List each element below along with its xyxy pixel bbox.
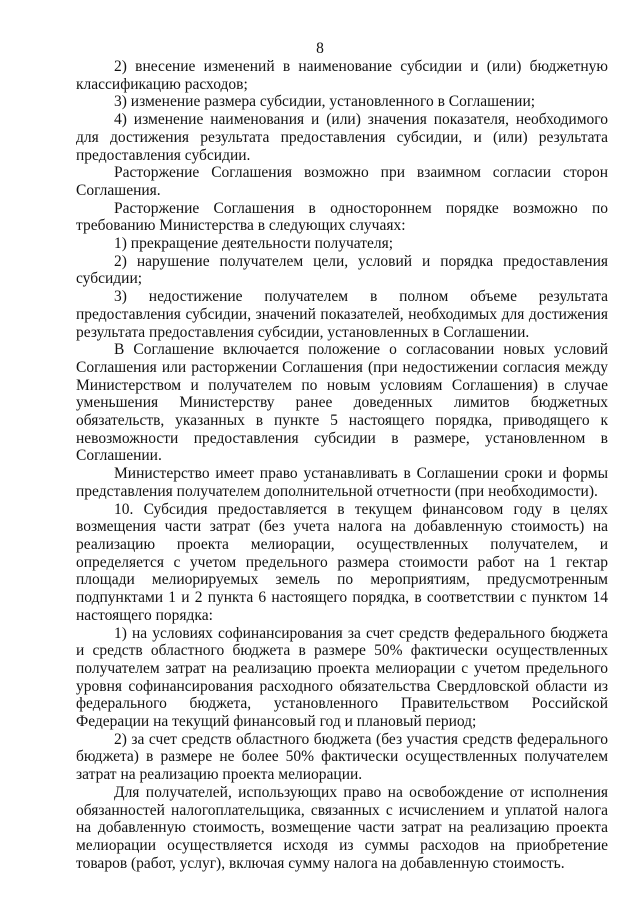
paragraph: 2) нарушение получателем цели, условий и порядка предоставления субсидии; <box>76 252 608 288</box>
paragraph: Расторжение Соглашения в одностороннем порядке возможно по требованию Министерства в следующих случаях: <box>76 199 608 235</box>
paragraph: 10. Субсидия предоставляется в текущем финансовом году в целях возмещения части затрат (без учета налога на добавленную стоимость) на реализацию проекта мелиорации, осуществленных получателем, и определяется с учетом предельного размера стоимости работ на 1 гектар площади мелиорируемых земель по мероприятиям, предусмотренным подпунктами 1 и 2 пункта 6 настоящего порядка, в соответствии с пунктом 14 настоящего порядка: <box>76 500 608 624</box>
document-body <box>76 58 608 872</box>
paragraph: В Соглашение включается положение о согласовании новых условий Соглашения или расторжении Соглашения (при недостижении согласия между Министерством и получателем по новым условиям Соглашения) в случае уменьшения Министерству ранее доведенных лимитов бюджетных обязательств, указанных в пункте 5 настоящего порядка, приводящего к невозможности предоставления субсидии в размере, установленном в Соглашении. <box>76 341 608 465</box>
paragraph: 2) внесение изменений в наименование субсидии и (или) бюджетную классификацию расходов; <box>76 58 608 93</box>
paragraph: Для получателей, использующих право на освобождение от исполнения обязанностей налогоплательщика, связанных с исчислением и уплатой налога на добавленную стоимость, возмещение части затрат на реализацию проекта мелиорации осуществляется исходя из суммы расходов на приобретение товаров (работ, услуг), включая сумму налога на добавленную стоимость. <box>76 783 608 872</box>
paragraph: 2) за счет средств областного бюджета (без участия средств федерального бюджета) в размере не более 50% фактически осуществленных получателем затрат на реализацию проекта мелиорации. <box>76 730 608 784</box>
paragraph: Министерство имеет право устанавливать в Соглашении сроки и формы представления получателем дополнительной отчетности (при необходимости). <box>76 465 608 500</box>
paragraph: 1) на условиях софинансирования за счет средств федерального бюджета и средств областного бюджета в размере 50% фактически осуществленных получателем затрат на реализацию проекта мелиорации с учетом предельного уровня софинансирования расходного обязательства Свердловской области из федерального бюджета, установленного Правительством Российской Федерации на текущий финансовый год и плановый период; <box>76 624 608 731</box>
paragraph: Расторжение Соглашения возможно при взаимном согласии сторон Соглашения. <box>76 164 608 199</box>
paragraph: 1) прекращение деятельности получателя; <box>114 235 394 253</box>
page-number: 8 <box>316 40 324 57</box>
paragraph: 3) недостижение получателем в полном объеме результата предоставления субсидии, значений показателей, необходимых для достижения результата предоставления субсидии, установленных в Соглашении. <box>76 288 608 341</box>
paragraph: 3) изменение размера субсидии, установленного в Соглашении; <box>114 93 536 111</box>
paragraph: 4) изменение наименования и (или) значения показателя, необходимого для достижения результата предоставления субсидии, и (или) результата предоставления субсидии. <box>76 111 608 164</box>
